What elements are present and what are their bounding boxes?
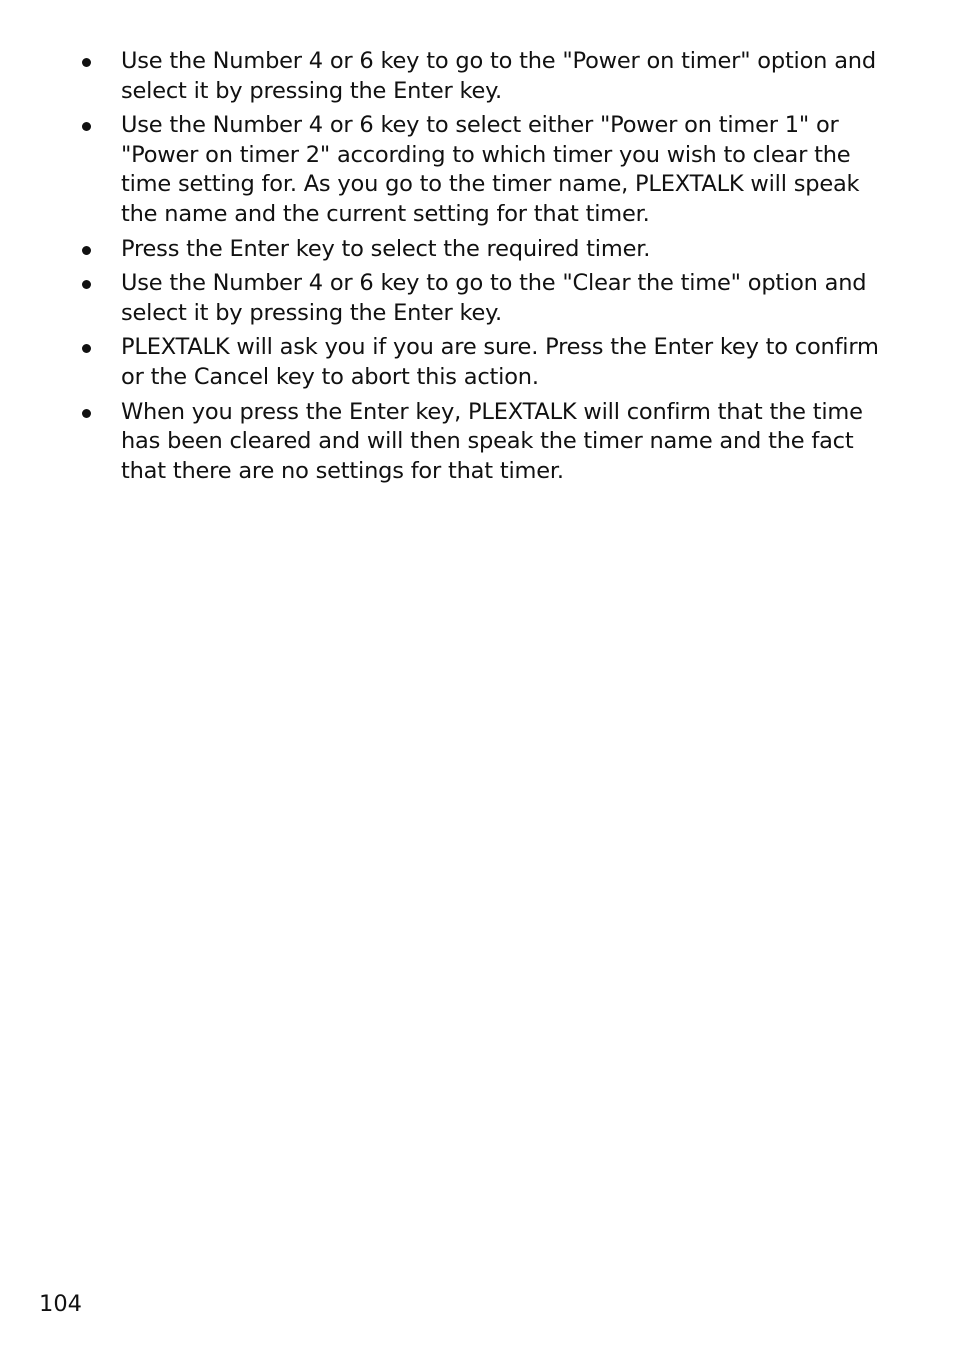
- bullet-icon: [82, 122, 91, 131]
- list-item: [80, 398, 890, 487]
- list-item-text: PLEXTALK will ask you if you are sure. Press the Enter key to confirm or the Cancel key to abort this action.: [121, 334, 879, 390]
- bullet-icon: [82, 58, 91, 67]
- list-item: [80, 235, 890, 265]
- bullet-icon: [82, 246, 91, 255]
- bullet-icon: [82, 344, 91, 353]
- list-item: [80, 47, 890, 106]
- list-item-text: Use the Number 4 or 6 key to select either "Power on timer 1" or "Power on timer 2" according to which timer you wish to clear the time setting for. As you go to the timer name, PLEXTALK will speak the name and the current setting for that timer.: [121, 112, 860, 227]
- instruction-bullet-list: [80, 47, 890, 491]
- page-number: 104: [39, 1291, 82, 1317]
- bullet-icon: [82, 409, 91, 418]
- list-item: [80, 111, 890, 229]
- list-item-text: Use the Number 4 or 6 key to go to the "Clear the time" option and select it by pressing the Enter key.: [121, 270, 867, 326]
- list-item-text: Press the Enter key to select the required timer.: [121, 235, 651, 262]
- list-item-text: Use the Number 4 or 6 key to go to the "Power on timer" option and select it by pressing the Enter key.: [121, 48, 876, 104]
- list-item: [80, 269, 890, 328]
- list-item: [80, 333, 890, 392]
- bullet-icon: [82, 280, 91, 289]
- list-item-text: When you press the Enter key, PLEXTALK will confirm that the time has been cleared and will then speak the timer name and the fact that there are no settings for that timer.: [121, 398, 863, 484]
